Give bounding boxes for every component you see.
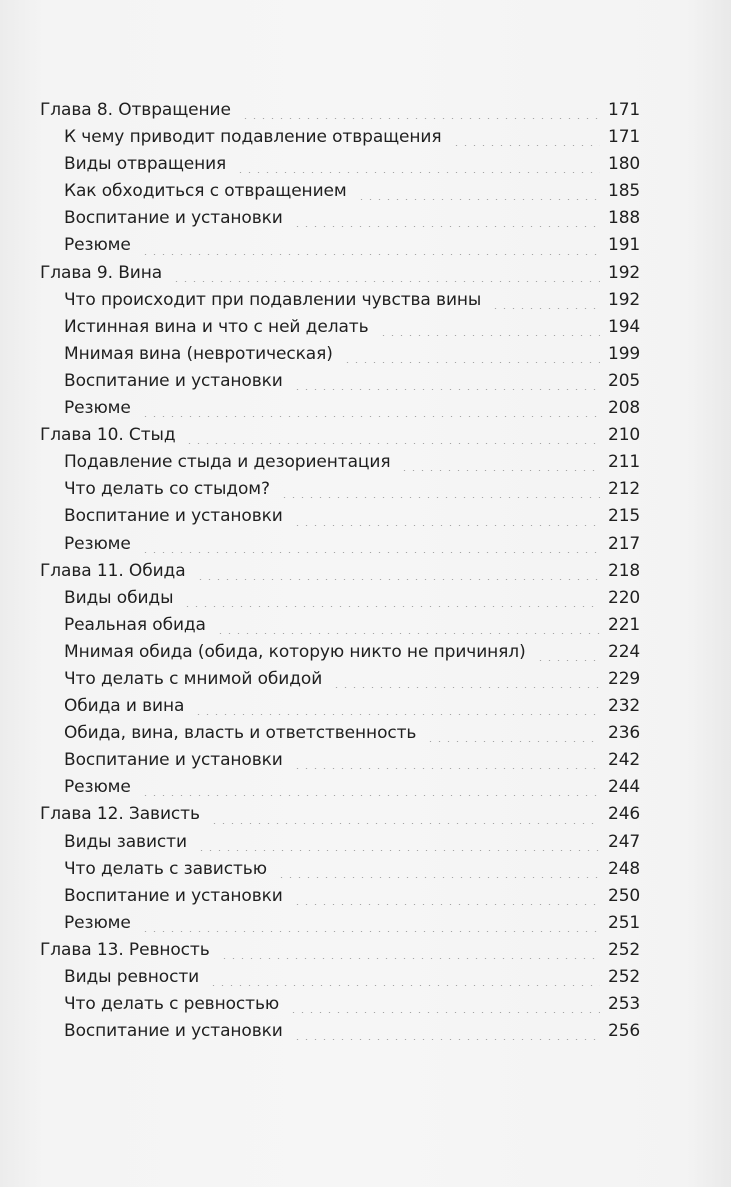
toc-section-row	[40, 1018, 640, 1045]
dot-leader	[241, 118, 600, 119]
section-title: Обида и вина	[64, 696, 185, 717]
section-title: Как обходиться с отвращением	[64, 181, 347, 202]
page-number: 244	[608, 777, 641, 798]
page-number: 242	[608, 750, 641, 771]
section-title: Резюме	[64, 777, 131, 798]
toc-section-row	[40, 964, 640, 991]
page-number: 218	[608, 560, 641, 581]
section-title: Что делать с ревностью	[64, 994, 280, 1015]
dot-leader	[236, 172, 600, 173]
page-number: 199	[608, 343, 641, 364]
dot-leader	[209, 985, 600, 986]
section-title: Резюме	[64, 912, 131, 933]
page-number: 212	[608, 479, 641, 500]
toc-section-row	[40, 991, 640, 1018]
page-number: 180	[608, 154, 641, 175]
toc-chapter-row	[40, 422, 640, 449]
section-title: Виды обиды	[64, 587, 174, 608]
dot-leader	[185, 443, 600, 444]
toc-section-row	[40, 232, 640, 259]
section-title: Мнимая обида (обида, которую никто не причинял)	[64, 641, 526, 662]
dot-leader	[293, 1039, 600, 1040]
section-title: Резюме	[64, 235, 131, 256]
section-title: Истинная вина и что с ней делать	[64, 316, 369, 337]
page-number: 208	[608, 398, 641, 419]
toc-section-row	[40, 829, 640, 856]
chapter-title: Глава 11. Обида	[40, 560, 186, 581]
page-number: 205	[608, 370, 641, 391]
section-title: Виды зависти	[64, 831, 187, 852]
toc-section-row	[40, 395, 640, 422]
page-number: 191	[608, 235, 641, 256]
section-title: Воспитание и установки	[64, 885, 283, 906]
page-number: 253	[608, 994, 641, 1015]
dot-leader	[332, 687, 600, 688]
dot-leader	[379, 335, 601, 336]
page-number: 247	[608, 831, 641, 852]
dot-leader	[293, 904, 600, 905]
page-number: 220	[608, 587, 641, 608]
toc-section-row	[40, 151, 640, 178]
section-title: Обида, вина, власть и ответственность	[64, 723, 417, 744]
page-number: 252	[608, 967, 641, 987]
page-number: 192	[608, 289, 641, 310]
dot-leader	[293, 226, 600, 227]
dot-leader	[536, 660, 600, 661]
dot-leader	[343, 362, 600, 363]
dot-leader	[141, 416, 600, 417]
page-number: 215	[608, 506, 641, 527]
chapter-title: Глава 13. Ревность	[40, 939, 210, 960]
toc-section-row	[40, 910, 640, 937]
section-title: Воспитание и установки	[64, 208, 283, 229]
dot-leader	[172, 281, 600, 282]
toc-section-row	[40, 368, 640, 395]
toc-chapter-row	[40, 97, 640, 124]
section-title: К чему приводит подавление отвращения	[64, 127, 442, 148]
dot-leader	[357, 199, 600, 200]
dot-leader	[277, 877, 600, 878]
page-number: 248	[608, 858, 641, 879]
dot-leader	[141, 552, 600, 553]
page-number: 256	[608, 1021, 641, 1042]
dot-leader	[293, 389, 600, 390]
toc-chapter-row	[40, 801, 640, 828]
page-number: 229	[608, 668, 641, 689]
toc-section-row	[40, 449, 640, 476]
section-title: Что делать с мнимой обидой	[64, 668, 323, 689]
toc-section-row	[40, 476, 640, 503]
table-of-contents	[40, 97, 640, 1045]
page-number: 232	[608, 696, 641, 717]
toc-section-row	[40, 124, 640, 151]
section-title: Резюме	[64, 398, 131, 419]
toc-section-row	[40, 287, 640, 314]
page-number: 236	[608, 723, 641, 744]
dot-leader	[197, 850, 600, 851]
toc-chapter-row	[40, 260, 640, 287]
toc-section-row	[40, 774, 640, 801]
toc-section-row	[40, 666, 640, 693]
section-title: Что делать с завистью	[64, 858, 267, 879]
section-title: Воспитание и установки	[64, 1021, 283, 1042]
page-number: 224	[608, 641, 641, 662]
toc-section-row	[40, 585, 640, 612]
toc-chapter-row	[40, 937, 640, 964]
dot-leader	[220, 958, 600, 959]
toc-section-row	[40, 205, 640, 232]
dot-leader	[141, 795, 600, 796]
dot-leader	[293, 525, 600, 526]
toc-section-row	[40, 693, 640, 720]
page-number: 192	[608, 262, 641, 283]
page-number: 185	[608, 181, 641, 202]
section-title: Воспитание и установки	[64, 750, 283, 771]
dot-leader	[491, 308, 600, 309]
page-number: 252	[608, 939, 641, 960]
dot-leader	[280, 497, 600, 498]
dot-leader	[400, 470, 600, 471]
dot-leader	[210, 823, 600, 824]
page-number: 250	[608, 885, 641, 906]
toc-chapter-row	[40, 558, 640, 585]
section-title: Воспитание и установки	[64, 506, 283, 527]
dot-leader	[452, 145, 601, 146]
page-number: 217	[608, 533, 641, 554]
dot-leader	[216, 633, 600, 634]
dot-leader	[293, 768, 600, 769]
section-title: Воспитание и установки	[64, 370, 283, 391]
section-title: Виды отвращения	[64, 154, 227, 175]
chapter-title: Глава 12. Зависть	[40, 804, 200, 825]
section-title: Реальная обида	[64, 614, 206, 635]
page-number: 246	[608, 804, 641, 825]
page-number: 221	[608, 614, 641, 635]
chapter-title: Глава 9. Вина	[40, 262, 163, 283]
dot-leader	[289, 1012, 600, 1013]
toc-section-row	[40, 856, 640, 883]
toc-section-row	[40, 314, 640, 341]
page-number: 210	[608, 425, 641, 446]
page-number: 194	[608, 316, 641, 337]
chapter-title: Глава 8. Отвращение	[40, 100, 231, 120]
dot-leader	[196, 579, 600, 580]
toc-section-row	[40, 531, 640, 558]
dot-leader	[194, 714, 600, 715]
section-title: Подавление стыда и дезориентация	[64, 452, 391, 473]
section-title: Мнимая вина (невротическая)	[64, 343, 333, 364]
chapter-title: Глава 10. Стыд	[40, 425, 176, 446]
section-title: Что делать со стыдом?	[64, 479, 270, 500]
page-number: 211	[608, 452, 641, 473]
section-title: Виды ревности	[64, 967, 200, 987]
toc-section-row	[40, 178, 640, 205]
toc-section-row	[40, 883, 640, 910]
page-number: 171	[608, 100, 641, 120]
page-number: 171	[608, 127, 641, 148]
toc-section-row	[40, 612, 640, 639]
dot-leader	[426, 741, 600, 742]
toc-section-row	[40, 503, 640, 530]
toc-section-row	[40, 341, 640, 368]
section-title: Что происходит при подавлении чувства вины	[64, 289, 482, 310]
page-number: 188	[608, 208, 641, 229]
dot-leader	[141, 931, 600, 932]
toc-section-row	[40, 720, 640, 747]
dot-leader	[141, 254, 600, 255]
page-number: 251	[608, 912, 641, 933]
section-title: Резюме	[64, 533, 131, 554]
dot-leader	[183, 606, 600, 607]
toc-section-row	[40, 747, 640, 774]
toc-section-row	[40, 639, 640, 666]
